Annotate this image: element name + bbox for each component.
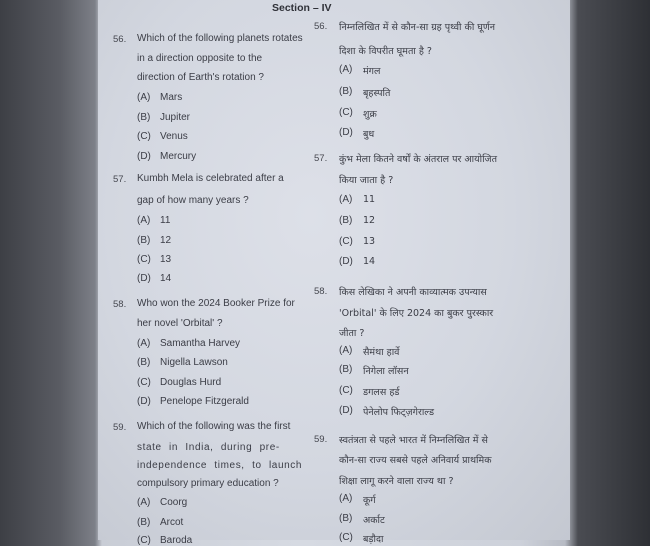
option-letter: (A): [137, 497, 151, 508]
option-letter: (A): [339, 64, 353, 75]
option-letter: (A): [137, 92, 151, 103]
option-letter: (C): [339, 532, 353, 543]
option-letter: (B): [339, 86, 353, 97]
question-number: 58.: [113, 299, 127, 310]
question-text-line: किया जाता है ?: [339, 175, 394, 186]
option-text: Jupiter: [160, 112, 191, 123]
question-text-line: शिक्षा लागू करने वाला राज्य था ?: [339, 476, 454, 487]
question-text-line: her novel 'Orbital' ?: [137, 318, 223, 329]
option-text: Venus: [160, 131, 188, 142]
question-text-line: दिशा के विपरीत घूमता है ?: [339, 46, 432, 57]
option-text: Douglas Hurd: [160, 377, 222, 388]
question-text-line: 'Orbital' के लिए 2024 का बुकर पुरस्कार: [339, 308, 494, 319]
question-text-line: Who won the 2024 Booker Prize for: [137, 298, 295, 309]
question-number: 59.: [314, 434, 328, 445]
option-letter: (A): [339, 345, 353, 356]
option-letter: (C): [339, 385, 353, 396]
option-text: डगलस हर्ड: [363, 387, 400, 398]
option-letter: (D): [339, 256, 353, 267]
question-text-line: किस लेखिका ने अपनी काव्यात्मक उपन्यास: [339, 287, 487, 298]
question-number: 58.: [314, 286, 328, 297]
option-letter: (C): [137, 131, 151, 142]
question-text-line: Kumbh Mela is celebrated after a: [137, 173, 284, 184]
option-text: कूर्ग: [363, 495, 376, 506]
question-text-line: कुंभ मेला कितने वर्षों के अंतराल पर आयोजित: [339, 154, 498, 165]
option-text: निगेला लॉसन: [363, 366, 409, 377]
option-letter: (B): [137, 235, 151, 246]
question-number: 56.: [314, 21, 328, 32]
option-text: Mars: [160, 92, 183, 103]
option-text: Mercury: [160, 151, 197, 162]
option-text: पेनेलोप फिट्ज़गेराल्ड: [363, 407, 435, 418]
option-letter: (B): [137, 357, 151, 368]
option-letter: (B): [339, 215, 353, 226]
option-text: सैमंथा हार्वे: [363, 347, 400, 358]
question-number: 57.: [314, 153, 328, 164]
option-text: शुक्र: [363, 109, 377, 120]
option-text: बुध: [363, 129, 375, 140]
question-number: 59.: [113, 422, 127, 433]
option-text: 14: [363, 256, 376, 267]
question-text-line: in a direction opposite to the: [137, 53, 263, 64]
question-text-line: independence times, to launch: [137, 460, 303, 471]
option-letter: (D): [339, 405, 353, 416]
option-text: 13: [363, 236, 376, 247]
question-text-line: कौन-सा राज्य सबसे पहले अनिवार्य प्राथमिक: [339, 455, 492, 466]
option-letter: (A): [137, 338, 151, 349]
question-text-line: compulsory primary education ?: [137, 478, 279, 489]
option-text: मंगल: [363, 66, 381, 77]
option-text: Arcot: [160, 517, 184, 528]
option-letter: (B): [339, 513, 353, 524]
option-letter: (C): [137, 254, 151, 265]
option-letter: (B): [137, 112, 151, 123]
option-letter: (D): [339, 127, 353, 138]
option-text: Samantha Harvey: [160, 338, 241, 349]
option-letter: (D): [137, 273, 151, 284]
option-letter: (D): [137, 151, 151, 162]
option-letter: (A): [339, 493, 353, 504]
option-text: 14: [160, 273, 172, 284]
option-text: 11: [363, 194, 376, 205]
option-letter: (C): [339, 236, 353, 247]
question-text-line: Which of the following was the first: [137, 421, 291, 432]
option-letter: (D): [137, 396, 151, 407]
question-text-line: direction of Earth's rotation ?: [137, 72, 264, 83]
option-text: अर्काट: [363, 515, 385, 526]
question-number: 56.: [113, 34, 127, 45]
option-letter: (B): [137, 517, 151, 528]
option-letter: (A): [339, 194, 353, 205]
question-text-line: state in India, during pre-: [137, 442, 280, 453]
option-letter: (C): [137, 535, 151, 546]
option-text: 12: [363, 215, 376, 226]
option-text: 11: [160, 215, 171, 226]
option-text: Penelope Fitzgerald: [160, 396, 249, 407]
option-letter: (B): [339, 364, 353, 375]
option-text: Baroda: [160, 535, 193, 546]
option-letter: (A): [137, 215, 151, 226]
option-letter: (C): [339, 107, 353, 118]
question-text-line: gap of how many years ?: [137, 195, 249, 206]
option-text: Nigella Lawson: [160, 357, 228, 368]
option-text: Coorg: [160, 497, 188, 508]
question-text-line: स्वतंत्रता से पहले भारत में निम्नलिखित में से: [339, 435, 488, 446]
option-text: बड़ौदा: [363, 534, 384, 545]
question-number: 57.: [113, 174, 127, 185]
question-text-line: जीता ?: [339, 328, 365, 339]
question-text-line: Which of the following planets rotates: [137, 33, 303, 44]
option-text: 13: [160, 254, 172, 265]
question-text-line: निम्नलिखित में से कौन-सा ग्रह पृथ्वी की घूर्णन: [339, 22, 496, 33]
option-text: बृहस्पति: [363, 88, 391, 99]
option-letter: (C): [137, 377, 151, 388]
option-text: 12: [160, 235, 172, 246]
section-title: Section – IV: [272, 2, 332, 14]
